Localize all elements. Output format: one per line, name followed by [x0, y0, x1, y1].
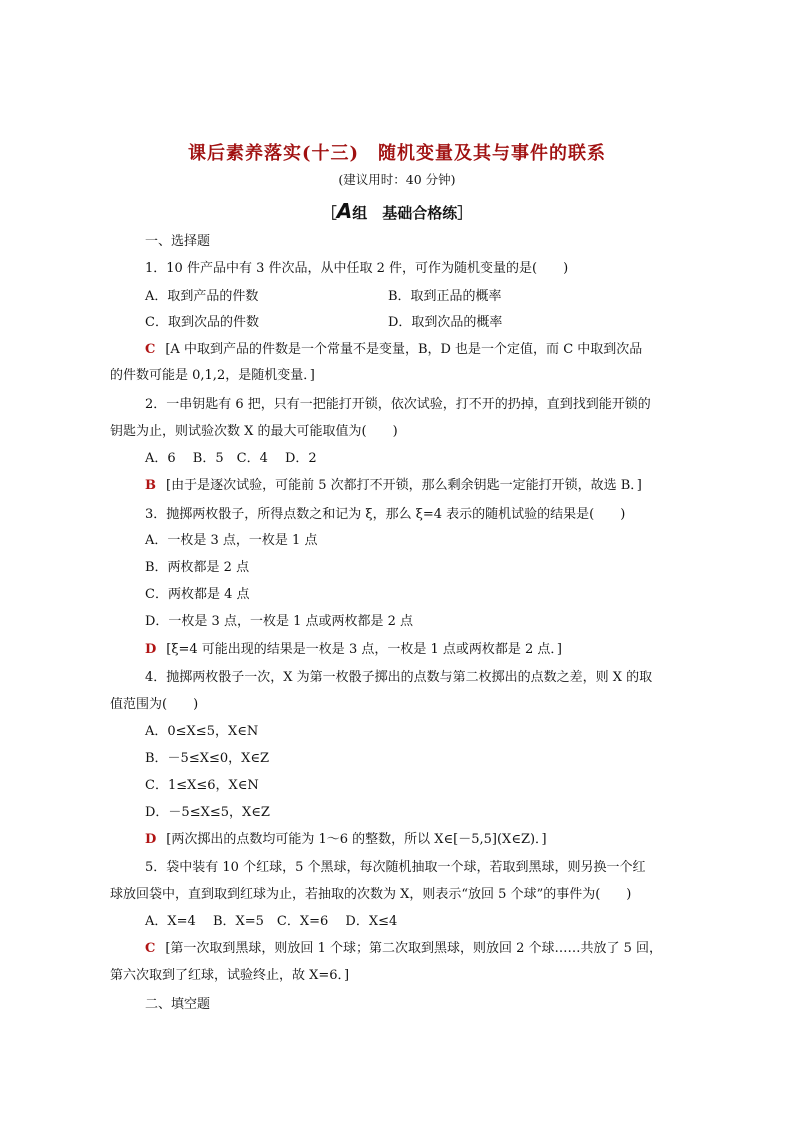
question-stem: 5．袋中装有 10 个红球，5 个黑球，每次随机抽取一个球，若取到黑球，则另换一个红 — [145, 860, 646, 875]
explanation-continued: 第六次取到了红球，试验终止，故 X=6．] — [110, 968, 350, 983]
option-d: D．－5≤X≤5，X∈Z — [145, 805, 270, 820]
answer-explanation: D [ξ=4 可能出现的结果是一枚是 3 点，一枚是 1 点或两枚都是 2 点．] — [145, 642, 562, 657]
answer-explanation: B [由于是逐次试验，可能前 5 次都打不开锁，那么剩余钥匙一定能打开锁，故选 B．] — [145, 478, 642, 493]
question-stem-continued: 钥匙为止，则试验次数 X 的最大可能取值为( ) — [110, 424, 398, 439]
answer-letter: B — [145, 478, 156, 493]
option-b: B．取到正品的概率 — [388, 289, 502, 304]
section-heading: 一、选择题 — [145, 234, 211, 249]
answer-explanation: C [第一次取到黑球，则放回 1 个球；第二次取到黑球，则放回 2 个球……共放了 5 回， — [145, 941, 663, 956]
option-b: B．－5≤X≤0，X∈Z — [145, 751, 270, 766]
options-line: A．X=4 B．X=5 C．X=6 D．X≤4 — [145, 914, 398, 929]
section-heading: 二、填空题 — [145, 997, 211, 1012]
option-a: A．一枚是 3 点，一枚是 1 点 — [145, 533, 318, 548]
answer-explanation: C [A 中取到产品的件数是一个常量不是变量，B，D 也是一个定值，而 C 中取到次品 — [145, 342, 643, 357]
answer-letter: C — [145, 342, 156, 357]
option-c: C．取到次品的件数 — [145, 315, 259, 330]
group-title: 组 基础合格练 — [352, 204, 458, 222]
suggested-time: (建议用时：40 分钟) — [338, 172, 456, 187]
options-line: A．6 B．5 C．4 D．2 — [145, 451, 317, 466]
answer-letter: D — [145, 832, 157, 847]
option-d: D．一枚是 3 点，一枚是 1 点或两枚都是 2 点 — [145, 614, 414, 629]
question-stem: 4．抛掷两枚骰子一次，X 为第一枚骰子掷出的点数与第二枚掷出的点数之差，则 X 的取 — [145, 670, 653, 685]
option-d: D．取到次品的概率 — [388, 315, 503, 330]
page-title: 课后素养落实(十三) 随机变量及其与事件的联系 — [187, 143, 607, 164]
option-c: C．1≤X≤6，X∈N — [145, 778, 259, 793]
group-letter: A — [336, 199, 353, 223]
bracket-left: ［ — [321, 204, 337, 222]
question-stem: 3．抛掷两枚骰子，所得点数之和记为 ξ，那么 ξ=4 表示的随机试验的结果是( ) — [145, 507, 626, 522]
option-a: A．取到产品的件数 — [145, 289, 259, 304]
option-a: A．0≤X≤5，X∈N — [145, 724, 259, 739]
question-stem-continued: 值范围为( ) — [110, 697, 199, 712]
group-heading — [0, 199, 794, 223]
question-stem-continued: 球放回袋中，直到取到红球为止，若抽取的次数为 X，则表示“放回 5 个球”的事件为( ) — [110, 887, 632, 902]
option-b: B．两枚都是 2 点 — [145, 560, 250, 575]
explanation-continued: 的件数可能是 0,1,2，是随机变量．] — [110, 368, 315, 383]
question-stem: 1．10 件产品中有 3 件次品，从中任取 2 件，可作为随机变量的是( ) — [145, 261, 569, 276]
bracket-right: ］ — [457, 204, 473, 222]
answer-letter: C — [145, 941, 156, 956]
answer-letter: D — [145, 642, 157, 657]
answer-explanation: D [两次掷出的点数均可能为 1～6 的整数，所以 X∈[－5,5](X∈Z)．] — [145, 832, 547, 847]
question-stem: 2．一串钥匙有 6 把，只有一把能打开锁，依次试验，打不开的扔掉，直到找到能开锁的 — [145, 397, 651, 412]
option-c: C．两枚都是 4 点 — [145, 587, 250, 602]
